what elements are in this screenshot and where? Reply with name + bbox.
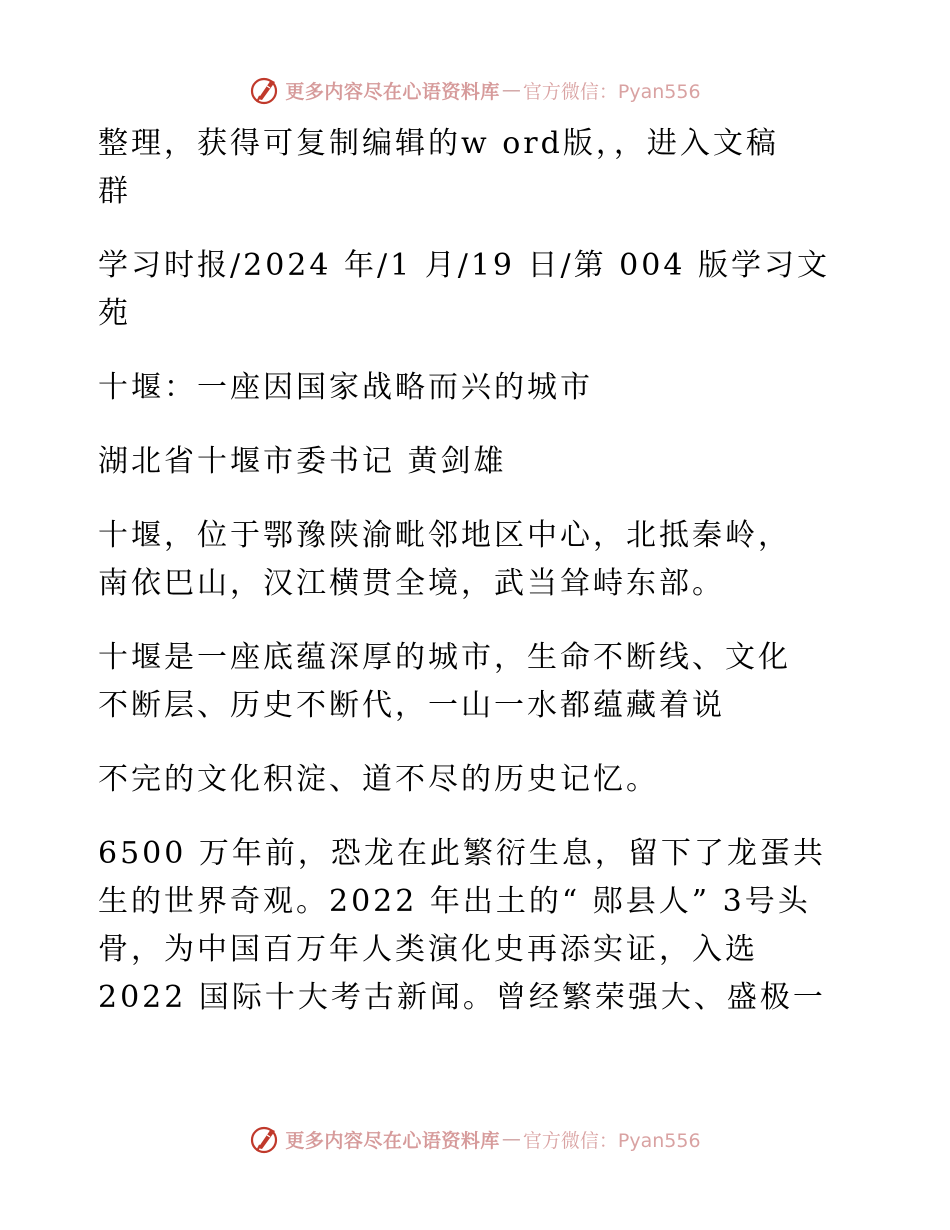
text-line: 十堰，位于鄂豫陕渝毗邻地区中心，北抵秦岭， [98,518,791,553]
text-line: 苑 [98,296,131,331]
wechat-contact: 官方微信：Pyan556 [522,80,701,103]
text-line: 骨，为中国百万年人类演化史再添实证，入选 [98,932,758,967]
separator-dash: — [501,79,521,101]
text-line: 6500 万年前，恐龙在此繁衍生息，留下了龙蛋共 [98,836,826,871]
text-line: 群 [98,174,131,209]
article-title: 十堰：一座因国家战略而兴的城市 [98,370,593,405]
text-line: 学习时报/2024 年/1 月/19 日/第 004 版学习文 [98,248,830,283]
text-line: 不断层、历史不断代，一山一水都蕴藏着说 [98,688,725,723]
text-line: 南依巴山，汉江横贯全境，武当耸峙东部。 [98,566,725,601]
text-line: 十堰是一座底蕴深厚的城市，生命不断线、文化 [98,640,791,675]
text-line: 生的世界奇观。2022 年出土的“ 郧县人” 3号头 [98,884,811,919]
article-author: 湖北省十堰市委书记 黄剑雄 [98,444,507,479]
header-watermark [0,70,950,110]
separator-dash: — [501,1128,521,1150]
text-line: 不完的文化积淀、道不尽的历史记忆。 [98,762,659,797]
quill-pen-icon [249,74,281,106]
document-body [98,120,888,1022]
text-line: 2022 国际十大考古新闻。曾经繁荣强大、盛极一 [98,980,826,1015]
wechat-contact: 官方微信：Pyan556 [522,1129,701,1152]
site-name: 更多内容尽在心语资料库 [285,1129,500,1152]
quill-pen-icon [249,1123,281,1155]
text-line: 整理，获得可复制编辑的w ord版，，进入文稿 [98,126,779,161]
site-name: 更多内容尽在心语资料库 [285,80,500,103]
footer-watermark [0,1119,950,1159]
